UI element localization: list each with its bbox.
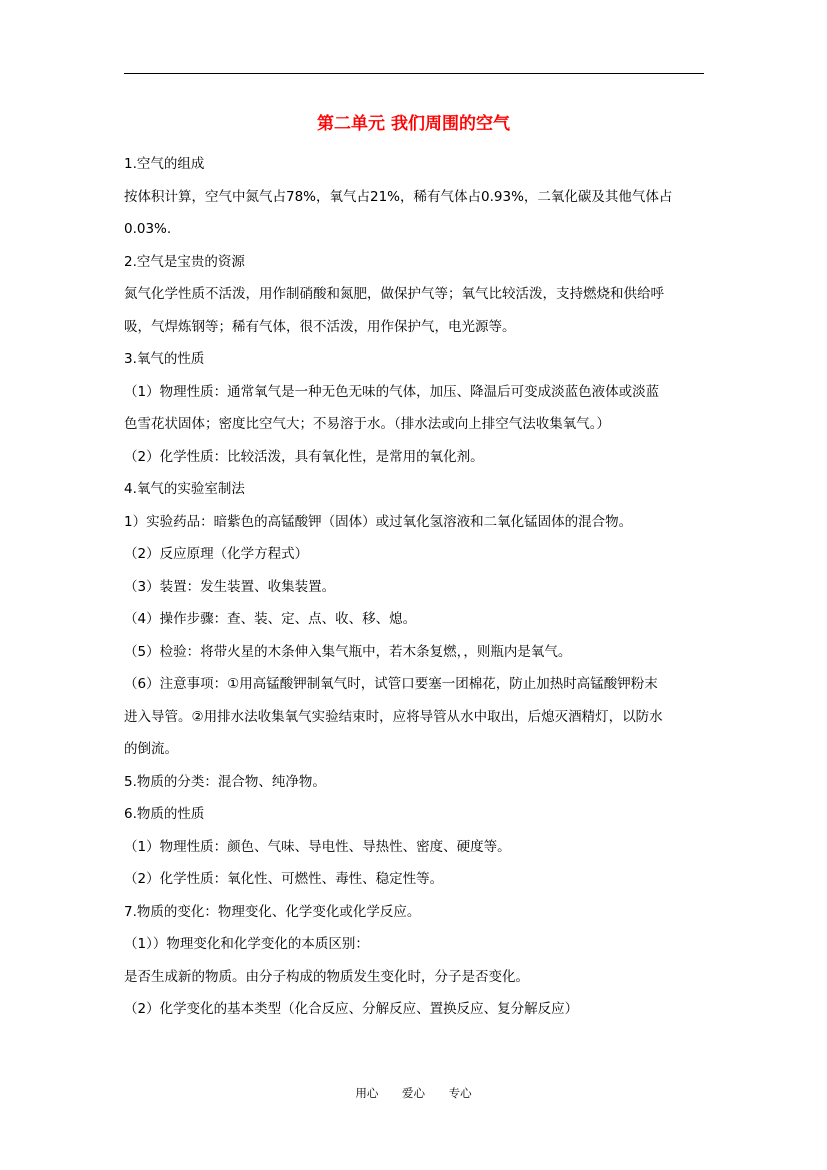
paragraph-line: （1）物理性质：颜色、气味、导电性、导热性、密度、硬度等。	[124, 838, 511, 855]
paragraph-line: 3.氧气的性质	[124, 351, 205, 367]
paragraph-line: （2）反应原理（化学方程式）	[124, 546, 309, 562]
paragraph-line: 色雪花状固体；密度比空气大；不易溶于水。（排水法或向上排空气法收集氧气。）	[124, 416, 610, 432]
paragraph-line: 0.03%.	[124, 221, 172, 237]
paragraph-line: 氮气化学性质不活泼，用作制硝酸和氮肥，做保护气等；氧气比较活泼，支持燃烧和供给呼	[124, 286, 664, 302]
paragraph-line: （1））物理变化和化学变化的本质区别：	[124, 936, 369, 952]
page-title: 第二单元 我们周围的空气	[317, 114, 510, 134]
paragraph-line: （1）物理性质：通常氧气是一种无色无味的气体，加压、降温后可变成淡蓝色液体或淡蓝	[124, 383, 660, 400]
paragraph-line: 1.空气的组成	[124, 156, 205, 172]
paragraph-line: （5）检验：将带火星的木条伸入集气瓶中，若木条复燃，，则瓶内是氧气。	[124, 643, 572, 660]
document-body	[124, 148, 704, 1026]
paragraph-line: 按体积计算，空气中氮气占78%，氧气占21%，稀有气体占0.93%，二氧化碳及其他气体占	[124, 188, 673, 205]
paragraph-line: （4）操作步骤：查、装、定、点、收、移、熄。	[124, 611, 417, 627]
header-rule	[124, 73, 704, 74]
paragraph-line: （2）化学变化的基本类型（化合反应、分解反应、置换反应、复分解反应）	[124, 1001, 579, 1017]
paragraph-line: 的倒流。	[124, 741, 178, 757]
paragraph-line: （6）注意事项：①用高锰酸钾制氧气时，试管口要塞一团棉花，防止加热时高锰酸钾粉末	[124, 676, 658, 692]
paragraph-line: 进入导管。②用排水法收集氧气实验结束时，应将导管从水中取出，后熄灭酒精灯，以防水	[124, 708, 663, 725]
paragraph-line: 2.空气是宝贵的资源	[124, 253, 245, 270]
paragraph-line: 6.物质的性质	[124, 806, 205, 822]
footer-item: 用心	[355, 1086, 379, 1100]
footer-item: 专心	[448, 1086, 472, 1100]
paragraph-line: 7.物质的变化：物理变化、化学变化或化学反应。	[124, 903, 421, 920]
paragraph-line: （3）装置：发生装置、收集装置。	[124, 578, 336, 595]
footer-item: 爱心	[402, 1086, 425, 1100]
paragraph-line: （2）化学性质：比较活泼，具有氧化性，是常用的氧化剂。	[124, 448, 484, 465]
paragraph-line: 是否生成新的物质。由分子构成的物质发生变化时，分子是否变化。	[124, 968, 529, 985]
page-footer	[0, 1084, 827, 1102]
paragraph-line: （2）化学性质：氧化性、可燃性、毒性、稳定性等。	[124, 871, 444, 887]
paragraph-line: 1）实验药品：暗紫色的高锰酸钾（固体）或过氧化氢溶液和二氧化锰固体的混合物。	[124, 513, 633, 530]
paragraph-line: 吸，气焊炼钢等；稀有气体，很不活泼，用作保护气，电光源等。	[124, 318, 516, 335]
paragraph-line: 5.物质的分类：混合物、纯净物。	[124, 773, 326, 790]
paragraph-line: 4.氧气的实验室制法	[124, 481, 245, 497]
